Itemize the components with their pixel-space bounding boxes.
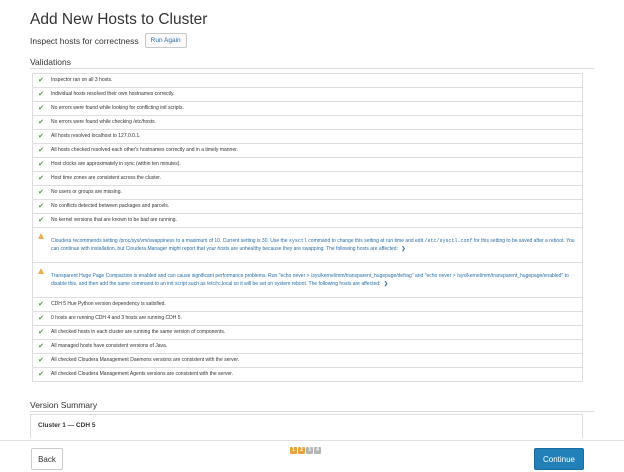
validation-row [33, 74, 582, 88]
back-button[interactable]: Back [31, 448, 63, 470]
cluster-name: Cluster 1 — CDH 5 [38, 422, 96, 429]
validation-text: No kernel versions that are known to be bad are running. [51, 217, 177, 224]
validation-row [33, 326, 582, 340]
version-summary-title: Version Summary [30, 400, 98, 410]
validation-text: All managed hosts have consistent versions of Java. [51, 343, 168, 350]
validation-text: No conflicts detected between packages and parcels. [51, 203, 170, 210]
validation-text: CDH 5 Hue Python version dependency is satisfied. [51, 301, 166, 308]
validation-text: 0 hosts are running CDH 4 and 3 hosts are running CDH 5. [51, 315, 182, 322]
validation-row [33, 158, 582, 172]
wizard-step-indicator [290, 447, 321, 454]
wizard-step: 4 [314, 447, 321, 454]
wizard-footer [0, 440, 624, 472]
chevron-right-icon[interactable]: ❯ [401, 246, 406, 252]
validation-row [33, 368, 582, 382]
validation-text: All checked hosts in each cluster are running the same version of components. [51, 329, 226, 336]
check-icon: ✔ [38, 329, 44, 336]
check-icon: ✔ [38, 203, 44, 210]
subtitle-row [30, 33, 187, 48]
check-icon: ✔ [38, 357, 44, 364]
validations-title: Validations [30, 57, 71, 67]
validation-text: All checked Cloudera Management Agents versions are consistent with the server. [51, 371, 234, 378]
check-icon: ✔ [38, 133, 44, 140]
validation-text: Cloudera recommends setting /proc/sys/vm/swappiness to a maximum of 10. Current setting is 30. Use the sysctl command to change this setting at run time and edit /etc/sysctl.conf for this setting to be saved after a reboot. You can continue with installation, but Cloudera Manager might report that your hosts are unhealthy because they are swapping. The following hosts are affected: ❯ [51, 237, 575, 252]
check-icon: ✔ [38, 189, 44, 196]
validation-row [33, 214, 582, 228]
check-icon: ✔ [38, 161, 44, 168]
warning-triangle-icon [33, 263, 49, 297]
check-icon: ✔ [38, 175, 44, 182]
wizard-step: 3 [306, 447, 313, 454]
validation-row-hugepage-warning [33, 263, 582, 298]
validation-row [33, 200, 582, 214]
chevron-right-icon[interactable]: ❯ [383, 281, 389, 287]
validation-row [33, 312, 582, 326]
validation-row [33, 116, 582, 130]
validation-row [33, 102, 582, 116]
validation-text: All hosts resolved localhost to 127.0.0.1. [51, 133, 141, 140]
validation-text: All hosts checked resolved each other's hostnames correctly and in a timely manner. [51, 147, 238, 154]
validation-row [33, 298, 582, 312]
validation-text: No users or groups are missing. [51, 189, 122, 196]
check-icon: ✔ [38, 301, 44, 308]
check-icon: ✔ [38, 119, 44, 126]
validation-text: All checked Cloudera Management Daemons versions are consistent with the server. [51, 357, 240, 364]
validation-text: Inspector ran on all 3 hosts. [51, 77, 113, 84]
wizard-step: 1 [290, 447, 297, 454]
validation-row [33, 144, 582, 158]
check-icon: ✔ [38, 217, 44, 224]
check-icon: ✔ [38, 371, 44, 378]
divider [30, 68, 594, 69]
divider [30, 411, 594, 412]
validations-list [32, 73, 583, 382]
check-icon: ✔ [38, 315, 44, 322]
cluster-summary-panel [30, 414, 583, 438]
validation-text: No errors were found while looking for conflicting init scripts. [51, 105, 184, 112]
wizard-step: 2 [298, 447, 305, 454]
validation-text: No errors were found while checking /etc/hosts. [51, 119, 157, 126]
validation-row [33, 340, 582, 354]
validation-text: Host clocks are approximately in sync (within ten minutes). [51, 161, 181, 168]
validation-text: Individual hosts resolved their own hostnames correctly. [51, 91, 175, 98]
page-subtitle: Inspect hosts for correctness [30, 35, 139, 46]
validation-row [33, 172, 582, 186]
check-icon: ✔ [38, 105, 44, 112]
run-again-button[interactable]: Run Again [145, 33, 187, 48]
continue-button[interactable]: Continue [534, 448, 584, 470]
validation-row [33, 186, 582, 200]
warning-triangle-icon [33, 228, 49, 262]
check-icon: ✔ [38, 77, 44, 84]
validation-row [33, 354, 582, 368]
validation-row [33, 130, 582, 144]
validation-row-swappiness-warning [33, 228, 582, 263]
validation-text: Host time zones are consistent across the cluster. [51, 175, 162, 182]
validation-row [33, 88, 582, 102]
check-icon: ✔ [38, 147, 44, 154]
check-icon: ✔ [38, 343, 44, 350]
page-title: Add New Hosts to Cluster [30, 11, 208, 28]
check-icon: ✔ [38, 91, 44, 98]
validation-text: Transparent Huge Page Compaction is enabled and can cause significant performance problems. Run "echo never > /sys/kernel/mm/transparent_hugepage/defrag" and "echo never > /sys/kernel/mm/transparent_hugepage/enabled" to disable this, and then add the same command to an init script such as /etc/rc.local so it will be set on system reboot. The following hosts are affected: ❯ [51, 272, 569, 287]
